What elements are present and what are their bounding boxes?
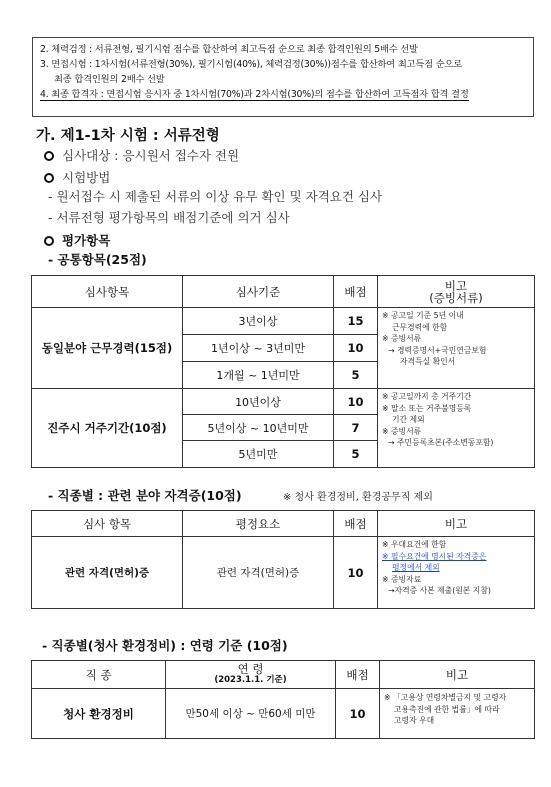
table-row [32,389,535,415]
license-table [31,510,535,609]
header-cell: 심사항목 [32,276,183,308]
table-header-row [32,276,535,308]
method-line: 시험방법 [44,168,110,186]
score-cell: 5 [334,362,378,389]
header-cell: 배점 [336,661,380,689]
header-cell: 비고 [380,661,535,689]
score-cell: 7 [334,415,378,441]
header-cell: 배점 [334,276,378,308]
header-cell: 배점 [334,511,378,537]
criteria-line-3: 3. 면접시험 : 1차시험(서류전형(30%), 필기시험(40%), 체력검정(30%))점수를 합산하여 최고득점 순으로 [40,59,463,70]
note-cell: ※ 「고용상 연령차별금지 및 고령자 고용촉진에 관한 법률」에 따라 고령자 우대 [380,689,535,739]
table-header-row [32,661,535,689]
score-cell: 15 [334,308,378,335]
table-row [32,689,535,739]
method-item-2: - 서류전형 평가항목의 배점기준에 의거 심사 [48,210,290,225]
note-cell: ※ 우대요건에 한함 ※ 필수요건에 명시된 자격증은 평정에서 제외 ※ 증빙자료 →자격증 사본 제출(원본 지참) [378,537,535,609]
table-row [32,537,535,609]
criterion-cell: 5년이상 ~ 10년미만 [183,415,334,441]
criteria-line-2: 2. 체력검정 : 서류전형, 필기시험 점수를 합산하여 최고득점 순으로 최종 합격인원의 5배수 선발 [40,44,418,55]
header-cell: 직 종 [32,661,166,689]
criteria-line-3-cont: 최종 합격인원의 2배수 선발 [54,74,165,85]
header-cell: 연 령 (2023.1.1. 기준) [166,661,336,689]
category-cell: 동일분야 근무경력(15점) [32,308,183,389]
criterion-cell: 1년이상 ~ 3년미만 [183,335,334,362]
common-items-table [31,275,535,468]
circle-bullet-icon [44,236,54,246]
score-cell: 10 [336,689,380,739]
target-line: 심사대상 : 응시원서 접수자 전원 [44,146,239,164]
job-cell: 청사 환경정비 [32,689,166,739]
table-row [32,308,535,335]
method-item-1: - 원서접수 시 제출된 서류의 이상 유무 확인 및 자격요건 심사 [48,189,383,204]
category-cell: 진주시 거주기간(10점) [32,389,183,468]
header-cell: 심사기준 [183,276,334,308]
common-heading: - 공통항목(25점) [48,252,147,267]
factor-cell: 관련 자격(면허)증 [183,537,334,609]
header-cell: 평정요소 [183,511,334,537]
criterion-cell: 5년미만 [183,441,334,468]
age-heading: - 직종별(청사 환경정비) : 연령 기준 (10점) [42,638,288,653]
note-cell: ※ 공고일까지 총 거주기간 ※ 말소 또는 거주불명등록 기간 제외 ※ 증빙서류 → 주민등록초본(주소변동포함) [378,389,535,468]
age-cell: 만50세 이상 ~ 만60세 미만 [166,689,336,739]
score-cell: 10 [334,389,378,415]
circle-bullet-icon [44,151,54,161]
header-cell: 비고 (증빙서류) [378,276,535,308]
items-line: 평가항목 [44,231,110,249]
score-cell: 10 [334,537,378,609]
note-cell: ※ 공고일 기준 5년 이내 근무경력에 한함 ※ 증빙서류 → 경력증명서+국민연금보험 자격득실 확인서 [378,308,535,389]
header-cell: 비고 [378,511,535,537]
header-cell: 심사 항목 [32,511,183,537]
table-header-row [32,511,535,537]
circle-bullet-icon [44,173,54,183]
criteria-box [32,37,534,117]
criterion-cell: 10년이상 [183,389,334,415]
score-cell: 10 [334,335,378,362]
age-table [31,660,535,739]
job-heading: - 직종별 : 관련 분야 자격증(10점) [48,488,242,503]
score-cell: 5 [334,441,378,468]
item-cell: 관련 자격(면허)증 [32,537,183,609]
criterion-cell: 1개월 ~ 1년미만 [183,362,334,389]
criteria-line-4: 4. 최종 합격자 : 면접시험 응시자 중 1차시험(70%)과 2차시험(30%)의 점수를 합산하여 고득점자 합격 결정 [40,89,469,100]
section-title: 가. 제1-1차 시험 : 서류전형 [36,128,220,144]
job-heading-note: ※ 청사 환경정비, 환경공무직 제외 [283,492,433,503]
criterion-cell: 3년이상 [183,308,334,335]
